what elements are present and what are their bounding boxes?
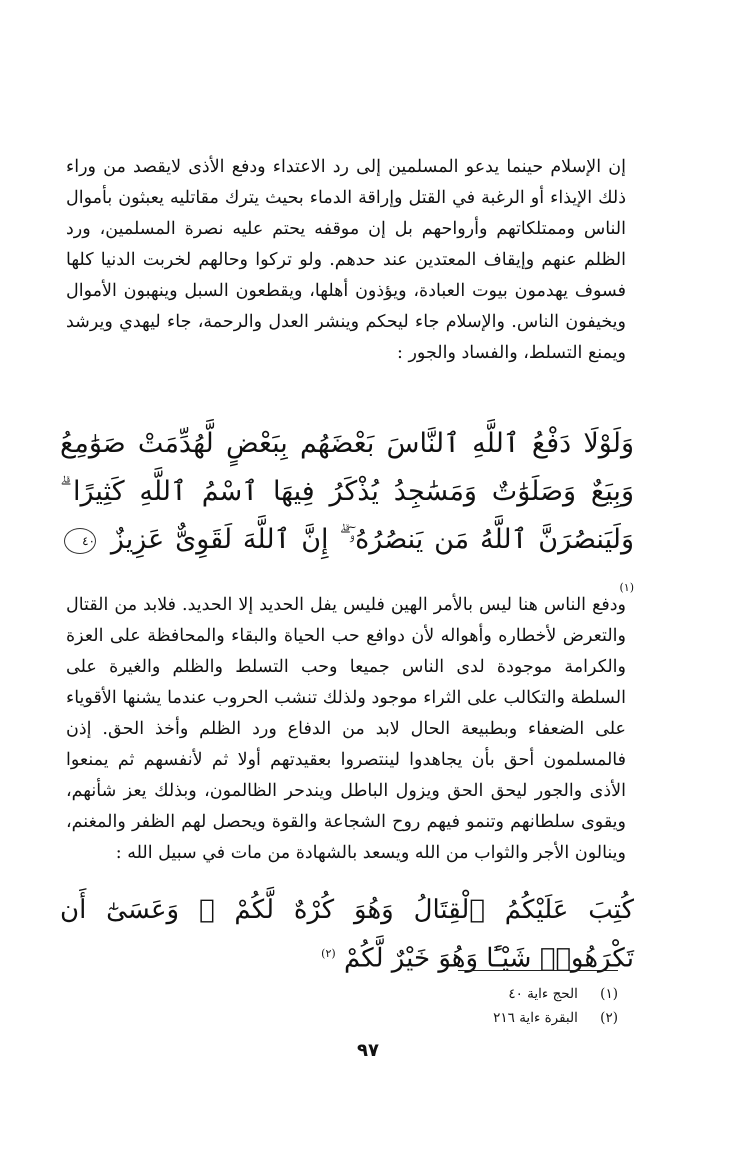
footnotes <box>300 982 618 1030</box>
ayah-number-marker: ٤٠ <box>64 528 96 554</box>
footnote-text: الحج ءاية ٤٠ <box>508 986 578 1002</box>
footnote-number: (١) <box>600 986 618 1002</box>
footnote-ref-1: (١) <box>619 581 634 594</box>
footnote-divider <box>458 970 618 971</box>
footnote-1 <box>300 982 618 1006</box>
quran-verse-2 <box>60 888 634 981</box>
verse-text: وَلَوْلَا دَفْعُ ٱللَّهِ ٱلنَّاسَ بَعْضَهُم بِبَعْضٍ لَّهُدِّمَتْ صَوَٰمِعُ وَبِيَعٌ وَصَلَوَٰتٌ وَمَسَٰجِدُ يُذْكَرُ فِيهَا ٱسْمُ ٱللَّهِ كَثِيرًا ۗ وَلَيَنصُرَنَّ ٱللَّهُ مَن يَنصُرُهُۥٓ ۗ إِنَّ ٱللَّهَ لَقَوِىٌّ عَزِيزٌ <box>60 428 634 555</box>
footnote-ref-2: (٢) <box>321 947 336 960</box>
page-number: ٩٧ <box>357 1040 379 1061</box>
body-paragraph-2 <box>66 590 626 869</box>
paragraph-text: ودفع الناس هنا ليس بالأمر الهين فليس يفل الحديد إلا الحديد. فلابد من القتال والتعرض لأخطاره وأهواله لأن دوافع حب الحياة والبقاء والمحافظة على العزة والكرامة موجودة لدى الناس جميعا وحب التسلط والظلم والغيرة على السلطة والتكالب على الثراء موجود ولذلك تنشب الحروب عندما يشنها الأقوياء على الضعفاء وبطبيعة الحال لابد من الدفاع ورد الظلم وأخذ الحق. إذن فالمسلمون أحق بأن يجاهدوا لينتصروا بعقيدتهم أولا ثم لأنفسهم ثم يمنعوا الأذى والجور ليحق الحق ويزول الباطل ويندحر الظالمون، وبذلك يعز شأنهم، ويقوى سلطانهم وتنمو فيهم روح الشجاعة والقوة ويحصل لهم الظفر والمغنم، وينالون الأجر والثواب من الله ويسعد بالشهادة من مات في سبيل الله : <box>66 595 626 863</box>
footnote-2 <box>300 1006 618 1030</box>
footnote-number: (٢) <box>600 1010 618 1026</box>
verse-text: كُتِبَ عَلَيْكُمُ ٱلْقِتَالُ وَهُوَ كُرْهٌ لَّكُمْ ۖ وَعَسَىٰٓ أَن تَكْرَهُوا۟ شَيْـًٔا وَهُوَ خَيْرٌ لَّكُمْ <box>60 895 634 974</box>
paragraph-text: إن الإسلام حينما يدعو المسلمين إلى رد الاعتداء ودفع الأذى لايقصد من وراء ذلك الإيذاء أو الرغبة في القتل وإراقة الدماء بحيث يترك مقاتليه يعبثون بأموال الناس وممتلكاتهم وأرواحهم بل إن موقفه يحتم عليه نصرة المسلمين، ورد الظلم عنهم وإيقاف المعتدين عند حدهم. ولو تركوا وحالهم لخربت الدنيا كلها فسوف يهدمون بيوت العبادة، ويؤذون أهلها، ويقطعون السبل وينهبون الأموال ويخيفون الناس. والإسلام جاء ليحكم وينشر العدل والرحمة، جاء ليهدي ويرشد ويمنع التسلط، والفساد والجور : <box>66 157 626 363</box>
quran-verse-1 <box>60 420 634 617</box>
footnote-text: البقرة ءاية ٢١٦ <box>493 1010 578 1026</box>
body-paragraph-1 <box>66 152 626 369</box>
